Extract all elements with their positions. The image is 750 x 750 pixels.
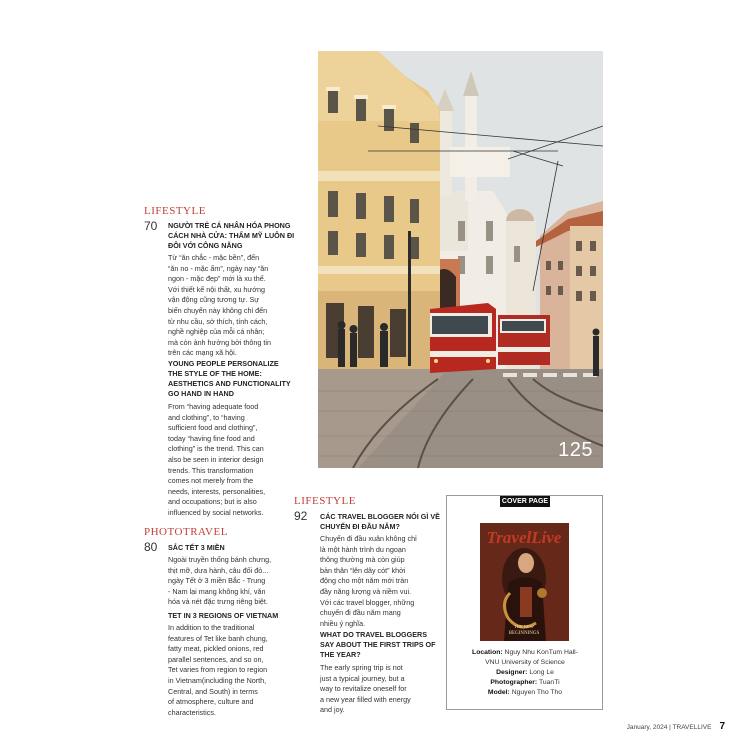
article-summary-en: The early spring trip is not just a typical journey, but a way to revitalize oneself for a new year filled with energy and joy. <box>320 663 411 715</box>
credit-designer: Designer: Long Le <box>496 669 554 676</box>
page-footer <box>627 721 725 732</box>
cover-thumbnail[interactable] <box>480 523 569 641</box>
article-heading-vn[interactable]: SẮC TẾT 3 MIỀN <box>168 543 225 552</box>
article-heading-en[interactable]: YOUNG PEOPLE PERSONALIZE THE STYLE OF THE HOME: AESTHETICS AND FUNCTIONALITY GO HAND IN HAND <box>168 359 291 398</box>
article-heading-en[interactable]: WHAT DO TRAVEL BLOGGERS SAY ABOUT THE FIRST TRIPS OF THE YEAR? <box>320 630 436 659</box>
article-heading-vn[interactable]: NGƯỜI TRẺ CÁ NHÂN HÓA PHONG CÁCH NHÀ CỬA: THẨM MỸ LUÔN ĐI ĐÔI VỚI CÔNG NĂNG <box>168 221 295 250</box>
article-summary-vn: Chuyến đi đầu xuân không chỉ là một hành trình du ngoạn thông thường mà còn giúp bản thân “lên dây cót” khởi động cho một năm mới tràn đầy năng lượng và niềm vui. Với các travel blogger, những chuyến đi đầu năm mang nhiều ý nghĩa. <box>320 534 417 628</box>
photo-page-number[interactable]: 125 <box>558 439 593 461</box>
article-summary-en: In addition to the traditional features of Tet like banh chung, fatty meat, pickled onions, red parallel sentences, and so on, Tet varies from region to region in Vietnam(including the North, Central, and South) in terms of atmosphere, culture and characteristics. <box>168 623 268 717</box>
footer-page-number: 7 <box>719 721 725 732</box>
page-ref-92[interactable]: 92 <box>294 509 308 523</box>
credit-model: Model: Nguyen Tho Tho <box>487 689 563 696</box>
page-ref-80[interactable]: 80 <box>144 540 158 554</box>
cover-text-line: THE NEW <box>513 624 535 629</box>
cover-credits <box>451 648 599 698</box>
credit-location: Location: Nguy Nhu KonTum Hall- <box>472 649 578 656</box>
article-summary-vn: Từ “ăn chắc - mặc bền”, đến “ăn no - mặc ấm”, ngày nay “ăn ngon - mặc đẹp” mới là xu thế. Với thiết kế nội thất, xu hướng vận động cũng tương tự. Sự biến chuyển này không chỉ đến từ nhu cầu, sở thích, tính cách, nghề nghiệp của mỗi cá nhân; mà còn ảnh hưởng bởi thông tin trên các mạng xã hội. <box>168 253 271 358</box>
prague-tram-photo[interactable] <box>318 51 603 468</box>
credit-location-2: VNU University of Science <box>485 659 565 666</box>
cover-page-box <box>446 495 603 710</box>
cover-magazine-title: TravelLive <box>486 528 562 547</box>
footer-issue: January, 2024 | TRAVELLIVE <box>626 724 712 731</box>
credit-photographer: Photographer: TuanTi <box>490 679 560 686</box>
section-label-lifestyle-92: LIFESTYLE <box>294 495 356 507</box>
section-label-phototravel: PHOTOTRAVEL <box>144 526 228 538</box>
article-heading-en[interactable]: TET IN 3 REGIONS OF VIETNAM <box>168 611 279 620</box>
article-heading-vn[interactable]: CÁC TRAVEL BLOGGER NÓI GÌ VỀ CHUYẾN ĐI ĐẦU NĂM? <box>320 512 440 531</box>
cover-page-tag: COVER PAGE <box>501 498 549 505</box>
page-ref-70[interactable]: 70 <box>144 219 158 233</box>
section-label-lifestyle-70: LIFESTYLE <box>144 205 206 217</box>
article-summary-vn: Ngoài truyền thống bánh chưng, thịt mỡ, dưa hành, câu đối đỏ... ngày Tết ở 3 miền Bắc - Trung - Nam lại mang không khí, văn hóa và nét đặc trưng riêng biệt. <box>168 555 272 607</box>
article-summary-en: From “having adequate food and clothing”, to “having sufficient food and clothing”, today “having fine food and clothing” is the trend. This can also be seen in interior design trends. This transformation comes not merely from the needs, interests, personalities, and occupations; but is also influenced by social networks. <box>168 402 266 517</box>
cover-text-line: BEGINNINGS <box>508 631 540 636</box>
street-scene-illustration <box>318 51 603 468</box>
